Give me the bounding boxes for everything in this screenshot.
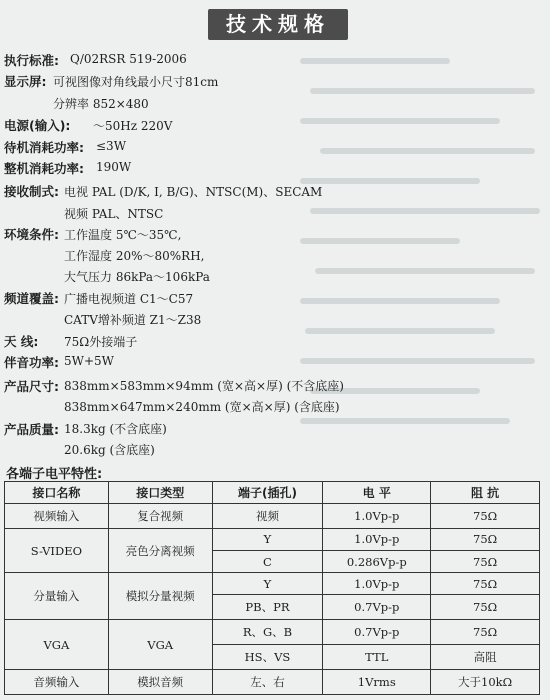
cell-impedance: 75Ω (431, 528, 540, 550)
display-resolution: 分辨率 852×480 (53, 97, 149, 111)
channels-catv: CATV增补频道 Z1～Z38 (64, 313, 202, 327)
cell-name: 分量输入 (5, 573, 109, 620)
standard-value: Q/02RSR 519-2006 (70, 52, 187, 66)
cell-level: 1.0Vp-p (323, 573, 431, 595)
reception-label: 接收制式: (4, 184, 59, 199)
consumption-label: 整机消耗功率: (4, 161, 84, 176)
ports-table (4, 481, 540, 695)
table-row (5, 504, 540, 529)
reception-video: 视频 PAL、NTSC (64, 207, 164, 221)
cell-name: S-VIDEO (5, 528, 109, 572)
cell-terminal: C (212, 551, 323, 573)
cell-terminal: Y (212, 573, 323, 595)
header-type: 接口类型 (108, 482, 212, 504)
power-value: ～50Hz 220V (93, 119, 173, 133)
cell-name: 音频输入 (5, 669, 109, 694)
cell-impedance: 75Ω (431, 551, 540, 573)
cell-type: 复合视频 (108, 504, 212, 529)
table-row (5, 528, 540, 550)
cell-terminal: HS、VS (212, 645, 323, 670)
cell-impedance: 75Ω (431, 620, 540, 645)
consumption-value: 190W (96, 160, 132, 174)
display-label: 显示屏: (4, 74, 47, 89)
cell-impedance: 75Ω (431, 595, 540, 620)
header-name: 接口名称 (5, 482, 109, 504)
weight-label: 产品质量: (4, 422, 59, 437)
cell-level: TTL (323, 645, 431, 670)
header-impedance: 阻 抗 (431, 482, 540, 504)
cell-terminal: PB、PR (212, 595, 323, 620)
cell-level: 1.0Vp-p (323, 504, 431, 529)
env-temperature: 工作温度 5℃～35℃, (64, 228, 182, 242)
channels-label: 频道覆盖: (4, 291, 59, 306)
env-pressure: 大气压力 86kPa～106kPa (64, 270, 210, 284)
channels-broadcast: 广播电视频道 C1～C57 (64, 292, 194, 306)
antenna-value: 75Ω外接端子 (64, 335, 138, 349)
cell-name: VGA (5, 620, 109, 670)
weight-with-base: 20.6kg (含底座) (64, 443, 155, 457)
cell-terminal: Y (212, 528, 323, 550)
weight-without-base: 18.3kg (不含底座) (64, 422, 167, 436)
size-with-base: 838mm×647mm×240mm (宽×高×厚) (含底座) (64, 400, 340, 414)
cell-type: 模拟音频 (108, 669, 212, 694)
page-title: 技术规格 (208, 9, 348, 40)
ports-section-title: 各端子电平特性: (6, 467, 103, 482)
table-row (5, 669, 540, 694)
cell-type: 模拟分量视频 (108, 573, 212, 620)
cell-level: 1Vrms (323, 669, 431, 694)
audio-value: 5W+5W (64, 354, 114, 368)
cell-level: 0.7Vp-p (323, 620, 431, 645)
table-row (5, 620, 540, 645)
standby-label: 待机消耗功率: (4, 140, 84, 155)
cell-type: VGA (108, 620, 212, 670)
antenna-label: 天 线: (4, 334, 39, 349)
cell-name: 视频输入 (5, 504, 109, 529)
display-size: 可视图像对角线最小尺寸81cm (53, 75, 219, 89)
table-header-row (5, 482, 540, 504)
cell-level: 1.0Vp-p (323, 528, 431, 550)
header-level: 电 平 (323, 482, 431, 504)
cell-terminal: 左、右 (212, 669, 323, 694)
cell-impedance: 75Ω (431, 504, 540, 529)
cell-terminal: R、G、B (212, 620, 323, 645)
audio-label: 伴音功率: (4, 355, 59, 370)
cell-level: 0.7Vp-p (323, 595, 431, 620)
standard-label: 执行标准: (4, 53, 59, 68)
reception-tv: 电视 PAL (D/K, I, B/G)、NTSC(M)、SECAM (64, 185, 323, 199)
cell-impedance: 高阻 (431, 645, 540, 670)
size-label: 产品尺寸: (4, 379, 59, 394)
standby-value: ≤3W (96, 139, 127, 153)
cell-level: 0.286Vp-p (323, 551, 431, 573)
environment-label: 环境条件: (4, 227, 59, 242)
power-label: 电源(输入): (4, 118, 71, 133)
table-row (5, 573, 540, 595)
cell-type: 亮色分离视频 (108, 528, 212, 572)
cell-terminal: 视频 (212, 504, 323, 529)
env-humidity: 工作湿度 20%～80%RH, (64, 249, 205, 263)
size-without-base: 838mm×583mm×94mm (宽×高×厚) (不含底座) (64, 379, 344, 393)
cell-impedance: 75Ω (431, 573, 540, 595)
header-terminal: 端子(插孔) (212, 482, 323, 504)
cell-impedance: 大于10kΩ (431, 669, 540, 694)
